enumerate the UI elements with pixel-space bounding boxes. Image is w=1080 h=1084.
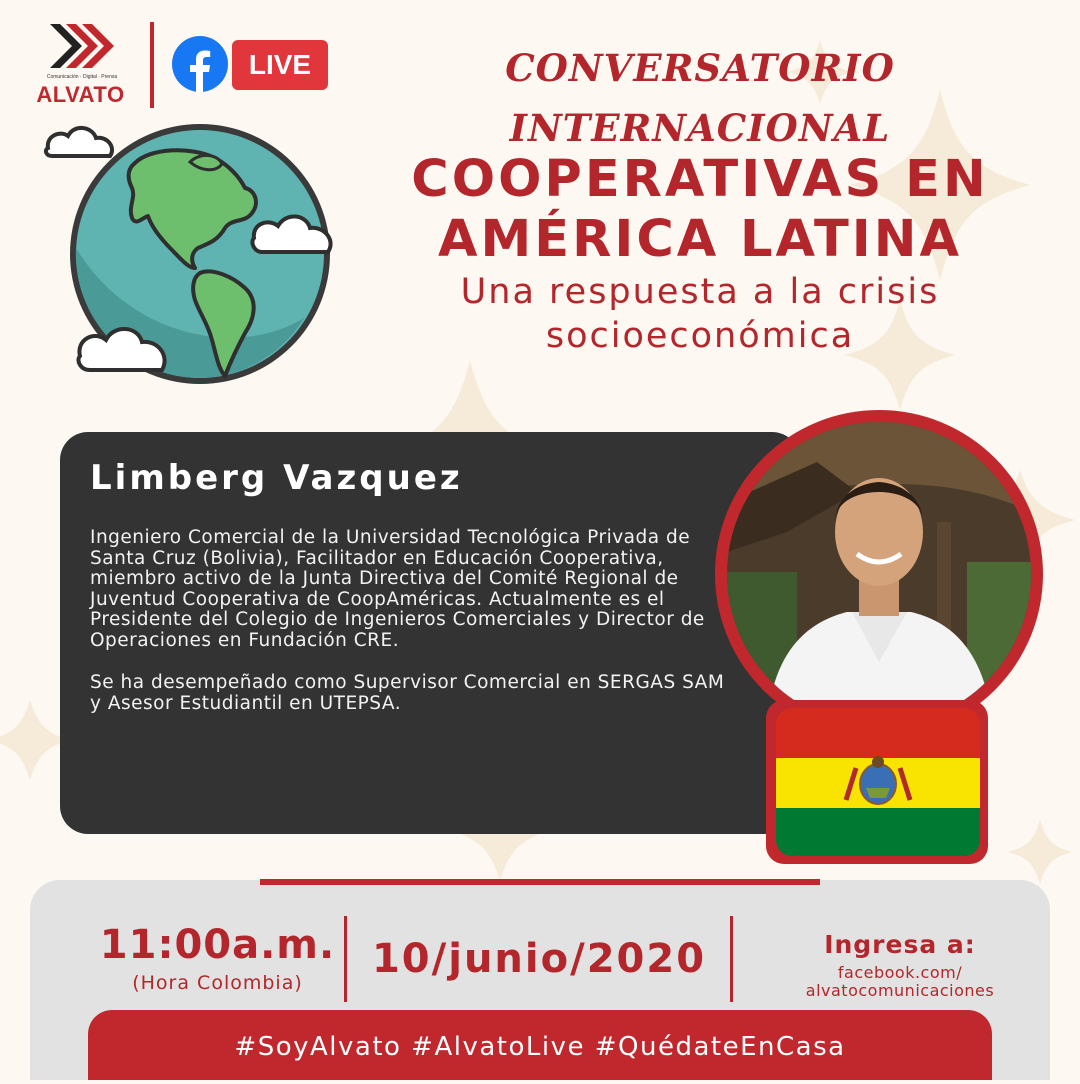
alvato-logo xyxy=(28,18,133,108)
access-url-line-1: facebook.com/ xyxy=(837,963,963,982)
event-time: 11:00a.m. xyxy=(99,922,336,968)
panel-accent-line xyxy=(260,879,820,885)
logo-text: ALVATO xyxy=(36,82,125,107)
hashtags-bar: #SoyAlvato #AlvatoLive #QuédateEnCasa xyxy=(88,1010,992,1080)
speaker-portrait-icon xyxy=(727,422,1031,726)
bolivia-flag-icon xyxy=(776,708,980,856)
bio-paragraph-2: Se ha desempeñado como Supervisor Comercial en SERGAS SAM y Asesor Estudiantil en UTEPSA. xyxy=(90,672,725,714)
cloud-icon xyxy=(46,128,112,156)
title-line-1: COOPERATIVAS EN xyxy=(411,150,989,209)
subtitle-line-2: socioeconómica xyxy=(545,316,855,356)
event-type-heading: CONVERSATORIO INTERNACIONAL xyxy=(505,46,895,150)
subtitle xyxy=(350,270,1050,358)
speaker-name: Limberg Vazquez xyxy=(90,458,463,498)
globe-icon xyxy=(40,118,360,390)
header-divider xyxy=(150,22,154,108)
event-date: 10/junio/2020 xyxy=(371,936,707,982)
info-divider-2 xyxy=(730,916,733,1002)
access-label: Ingresa a: xyxy=(824,930,976,959)
access-url[interactable] xyxy=(740,964,1060,1000)
event-timezone: (Hora Colombia) xyxy=(132,972,303,994)
live-badge: LIVE xyxy=(232,40,328,90)
speaker-photo xyxy=(727,422,1031,726)
main-title xyxy=(350,150,1050,270)
info-divider-1 xyxy=(344,916,347,1002)
subtitle-line-1: Una respuesta a la crisis xyxy=(460,272,940,312)
speaker-bio xyxy=(90,528,730,736)
title-line-2: AMÉRICA LATINA xyxy=(438,210,962,269)
access-url-line-2: alvatocomunicaciones xyxy=(805,981,995,1000)
logo-subtext: Comunicación · Digital · Prensa xyxy=(46,74,118,80)
bio-paragraph-1: Ingeniero Comercial de la Universidad Tecnológica Privada de Santa Cruz (Bolivia), Facilitador en Educación Cooperativa, miembro activo de la Junta Directiva del Comité Regional de Juventud Cooperativa de CoopAméricas. Actualmente es el Presidente del Colegio de Ingenieros Comerciales y Director de Operaciones en Fundación CRE. xyxy=(90,527,705,651)
facebook-icon xyxy=(172,36,228,92)
chevron-logo-icon xyxy=(28,18,133,74)
